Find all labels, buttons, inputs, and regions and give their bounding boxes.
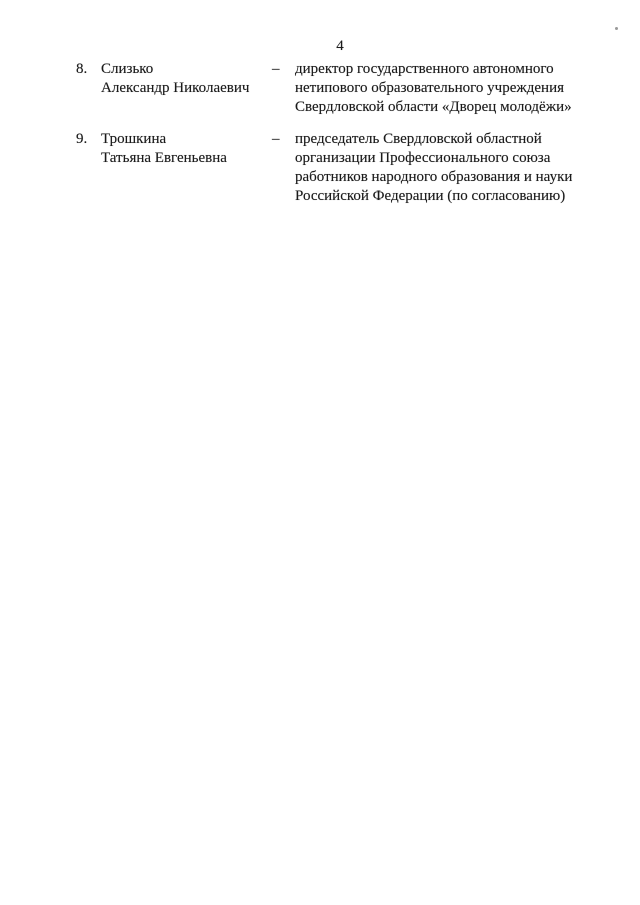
- item-number: 9.: [76, 131, 88, 147]
- item-description: [295, 130, 595, 206]
- item-name-line: Слизько: [101, 61, 154, 77]
- item-number: 8.: [76, 61, 88, 77]
- item-name-line: Трошкина: [101, 131, 167, 147]
- item-name: [101, 130, 272, 168]
- item-separator-dash: –: [272, 131, 280, 147]
- members-list: [76, 60, 600, 219]
- list-item: [76, 60, 600, 117]
- item-description-line: организации Профессионального союза: [295, 150, 551, 166]
- page-number: 4: [336, 38, 344, 54]
- scan-artifact-dot: [615, 27, 618, 30]
- list-item: [76, 130, 600, 206]
- item-description-line: нетипового образовательного учреждения: [295, 80, 564, 96]
- item-name-line: Татьяна Евгеньевна: [101, 150, 227, 166]
- item-name-line: Александр Николаевич: [101, 80, 250, 96]
- item-name: [101, 60, 272, 98]
- item-description-line: Российской Федерации (по согласованию): [295, 188, 566, 204]
- item-description-line: директор государственного автономного: [295, 61, 554, 77]
- item-description: [295, 60, 595, 117]
- item-description-line: работников народного образования и науки: [295, 169, 573, 185]
- item-description-line: председатель Свердловской областной: [295, 131, 542, 147]
- item-description-line: Свердловской области «Дворец молодёжи»: [295, 99, 572, 115]
- item-separator-dash: –: [272, 61, 280, 77]
